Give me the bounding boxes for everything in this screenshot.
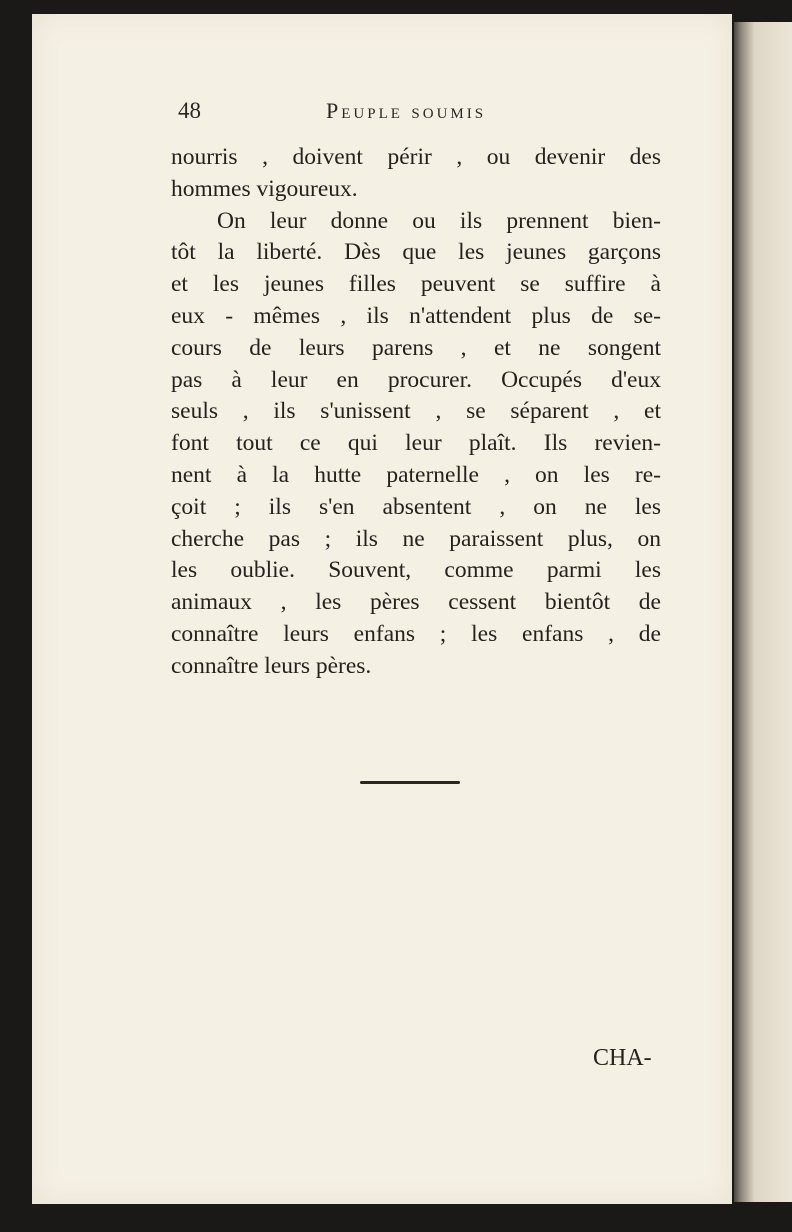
text-line: hommes vigoureux. — [171, 175, 358, 202]
text-line: nent à la hutte paternelle , on les re- — [171, 461, 661, 488]
text-line: connaître leurs enfans ; les enfans , de — [171, 620, 661, 647]
body-text — [171, 142, 661, 683]
catchword: CHA- — [593, 1045, 652, 1071]
page-number: 48 — [178, 98, 201, 123]
text-line: animaux , les pères cessent bientôt de — [171, 589, 661, 616]
text-line: On leur donne ou ils prennent bien- — [217, 207, 661, 234]
text-line: nourris , doivent périr , ou devenir des — [171, 144, 661, 170]
text-line: eux - mêmes , ils n'attendent plus de se- — [171, 302, 661, 329]
section-divider-rule — [360, 781, 460, 784]
text-line: les oublie. Souvent, comme parmi les — [171, 557, 661, 584]
text-line: tôt la liberté. Dès que les jeunes garçons — [171, 239, 661, 266]
next-page-edge — [734, 22, 792, 1202]
running-title: Peuple soumis — [326, 98, 487, 123]
text-line: pas à leur en procurer. Occupés d'eux — [171, 366, 661, 393]
text-line: cherche pas ; ils ne paraissent plus, on — [171, 525, 661, 552]
text-line: seuls , ils s'unissent , se séparent , et — [171, 398, 661, 425]
text-line: connaître leurs pères. — [171, 652, 372, 679]
text-line: font tout ce qui leur plaît. Ils revien- — [171, 430, 661, 457]
text-line: cours de leurs parens , et ne songent — [171, 334, 661, 361]
text-line: et les jeunes filles peuvent se suffire à — [171, 271, 661, 298]
text-line: çoit ; ils s'en absentent , on ne les — [171, 493, 661, 520]
page-header — [178, 98, 578, 134]
